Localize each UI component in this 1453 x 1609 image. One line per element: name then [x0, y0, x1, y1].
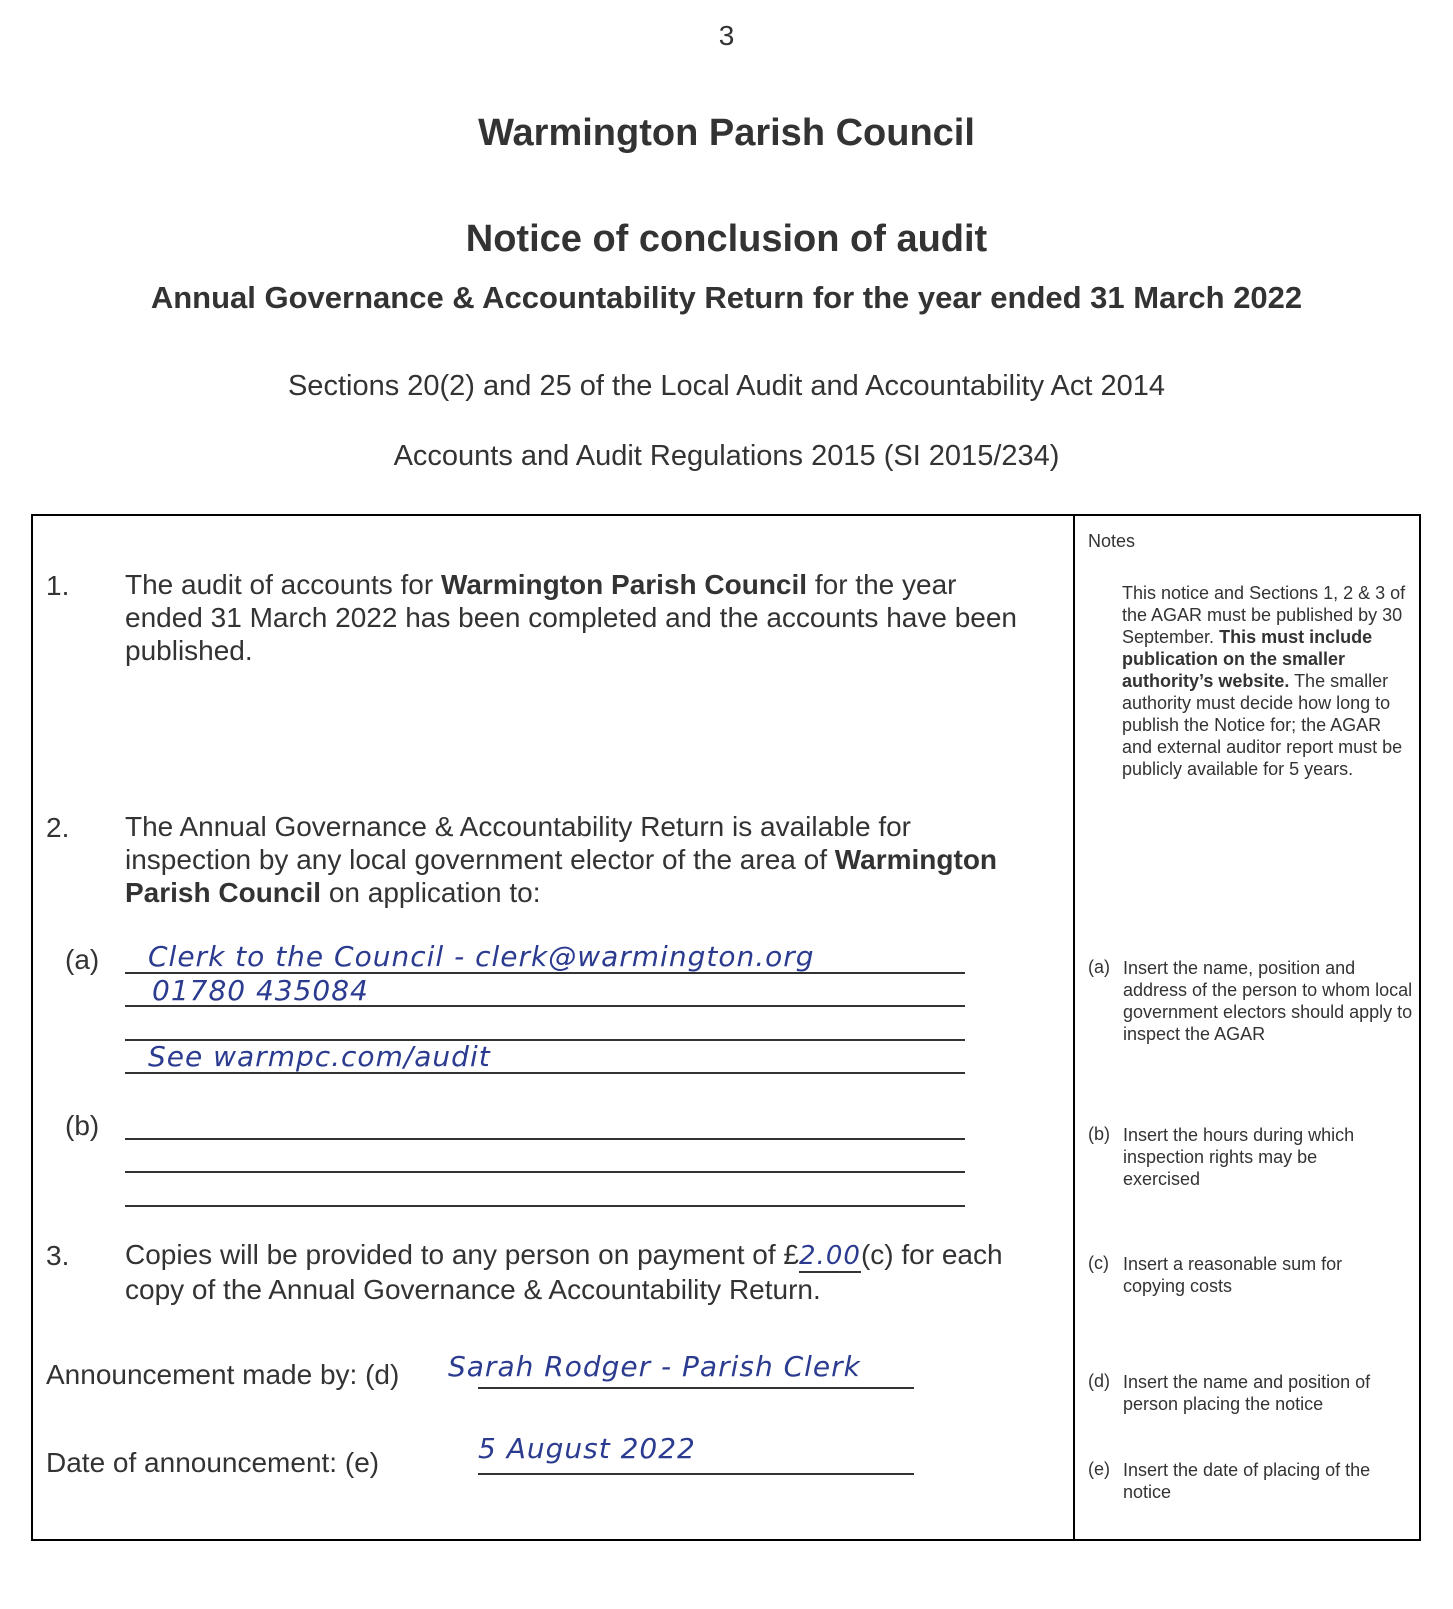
notice-title: Notice of conclusion of audit — [465, 218, 988, 260]
regulations-line: Accounts and Audit Regulations 2015 (SI 2015/234) — [393, 440, 1060, 472]
field-a-phone-value[interactable]: 01780 435084 — [152, 974, 369, 1007]
item-2-text: The Annual Governance & Accountability Return is available for inspection by any local government elector of the area of Warmington Parish Council on application to: — [125, 811, 998, 908]
note-c-text: Insert a reasonable sum for copying costs — [1123, 1254, 1343, 1296]
notes-heading: Notes — [1088, 531, 1136, 551]
agar-title: Annual Governance & Accountability Return for the year ended 31 March 2022 — [150, 280, 1303, 315]
note-e-label: (e) — [1088, 1459, 1110, 1479]
item-1-number: 1. — [46, 570, 70, 601]
item-3-text: Copies will be provided to any person on payment of £2.00(c) for each copy of the Annual Governance & Accountability Return. — [125, 1239, 1003, 1305]
date-value[interactable]: 5 August 2022 — [478, 1432, 696, 1465]
field-b-line-3[interactable] — [125, 1205, 965, 1207]
note-a-text: Insert the name, position and address of the person to whom local government electors should apply to inspect the AGAR — [1123, 958, 1413, 1044]
note-b-text: Insert the hours during which inspection rights may be exercised — [1123, 1125, 1355, 1189]
legislation-line: Sections 20(2) and 25 of the Local Audit and Accountability Act 2014 — [287, 370, 1166, 402]
council-title: Warmington Parish Council — [478, 112, 975, 154]
note-a-label: (a) — [1088, 957, 1110, 977]
field-a-label: (a) — [65, 944, 100, 975]
announcement-line — [478, 1387, 914, 1389]
notes-main: This notice and Sections 1, 2 & 3 of the AGAR must be published by 30 September. This must include publication on the smaller authority’s website. The smaller authority must decide how long to publish the Notice for; the AGAR and external auditor report must be publicly available for 5 years. — [1122, 583, 1406, 779]
note-c-label: (c) — [1088, 1253, 1109, 1273]
item-2-number: 2. — [46, 812, 70, 843]
note-d-text: Insert the name and position of person placing the notice — [1123, 1372, 1371, 1414]
fee-value[interactable]: 2.00 — [799, 1241, 861, 1271]
note-e-text: Insert the date of placing of the notice — [1123, 1460, 1371, 1502]
announcement-label: Announcement made by: (d) — [46, 1359, 400, 1390]
page-number: 3 — [718, 20, 735, 51]
field-b-line-2[interactable] — [125, 1171, 965, 1173]
field-a-contact-value[interactable]: Clerk to the Council - clerk@warmington.org — [148, 940, 815, 973]
date-line — [478, 1473, 914, 1475]
field-b-line-1[interactable] — [125, 1138, 965, 1140]
date-label: Date of announcement: (e) — [46, 1447, 380, 1478]
field-a-website-value[interactable]: See warmpc.com/audit — [148, 1040, 491, 1073]
column-divider — [1073, 514, 1075, 1541]
item-1-text: The audit of accounts for Warmington Parish Council for the year ended 31 March 2022 has been completed and the accounts have been published. — [125, 569, 1017, 666]
announcement-value[interactable]: Sarah Rodger - Parish Clerk — [448, 1350, 861, 1383]
item-3-number: 3. — [46, 1240, 70, 1271]
note-d-label: (d) — [1088, 1371, 1110, 1391]
field-b-label: (b) — [65, 1110, 100, 1141]
note-b-label: (b) — [1088, 1124, 1110, 1144]
